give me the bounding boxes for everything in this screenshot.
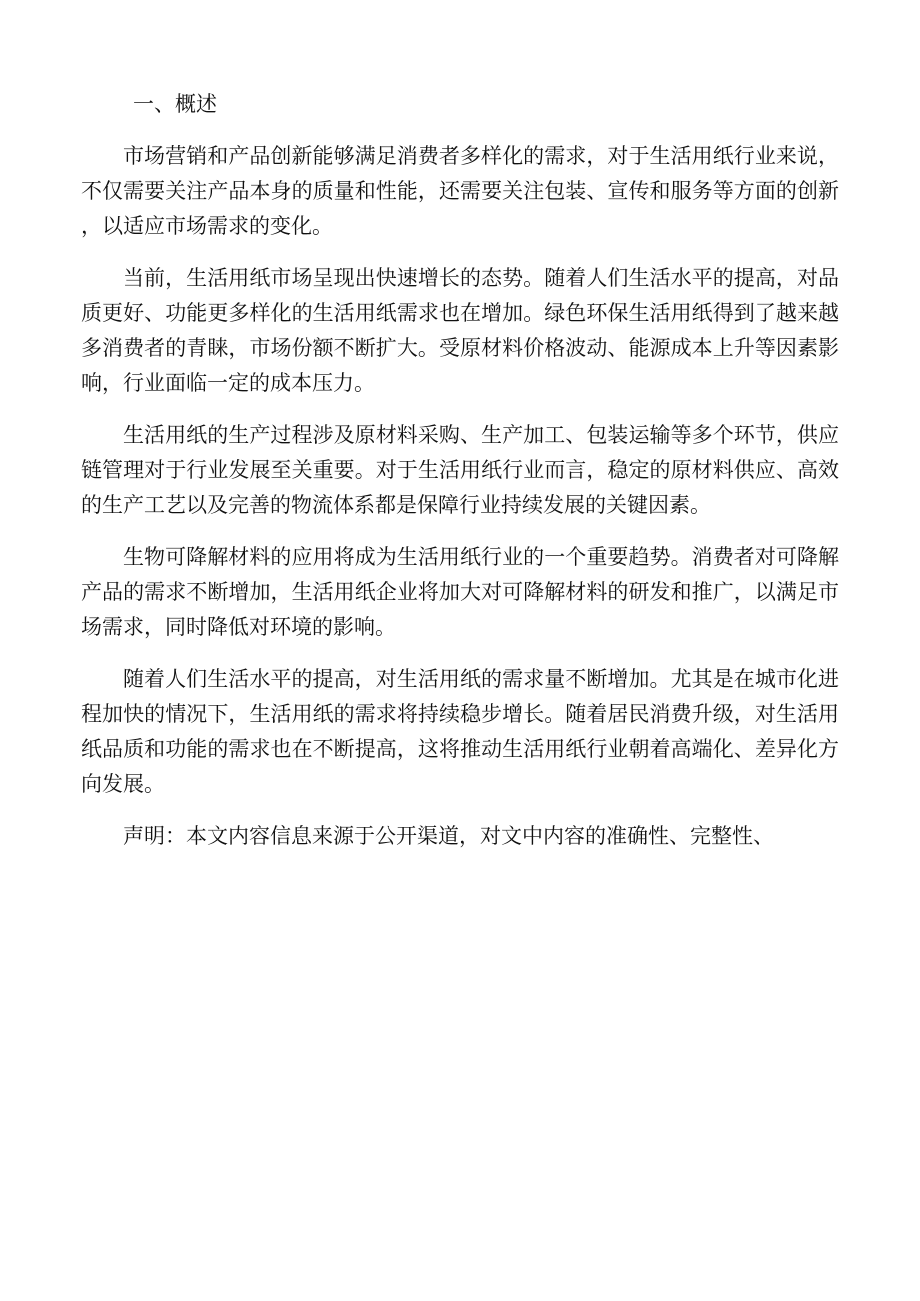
paragraph-demand-growth: 随着人们生活水平的提高，对生活用纸的需求量不断增加。尤其是在城市化进程加快的情况下，生活用纸的需求将持续稳步增长。随着居民消费升级，对生活用纸品质和功能的需求也在不断提高，这将推动生活用纸行业朝着高端化、差异化方向发展。 [81,667,839,796]
paragraph-disclaimer: 声明：本文内容信息来源于公开渠道，对文中内容的准确性、完整性、 [123,824,774,848]
paragraph-marketing-innovation: 市场营销和产品创新能够满足消费者多样化的需求，对于生活用纸行业来说，不仅需要关注产品本身的质量和性能，还需要关注包装、宣传和服务等方面的创新，以适应市场需求的变化。 [81,144,839,238]
section-heading: 一、概述 [133,92,217,116]
document-body [81,87,839,854]
paragraph-supply-chain: 生活用纸的生产过程涉及原材料采购、生产加工、包装运输等多个环节，供应链管理对于行业发展至关重要。对于生活用纸行业而言，稳定的原材料供应、高效的生产工艺以及完善的物流体系都是保障行业持续发展的关键因素。 [81,423,839,517]
paragraph-market-status: 当前，生活用纸市场呈现出快速增长的态势。随着人们生活水平的提高，对品质更好、功能更多样化的生活用纸需求也在增加。绿色环保生活用纸得到了越来越多消费者的青睐，市场份额不断扩大。受原材料价格波动、能源成本上升等因素影响，行业面临一定的成本压力。 [81,266,839,395]
paragraph-biodegradable-materials: 生物可降解材料的应用将成为生活用纸行业的一个重要趋势。消费者对可降解产品的需求不断增加，生活用纸企业将加大对可降解材料的研发和推广，以满足市场需求，同时降低对环境的影响。 [81,545,839,639]
